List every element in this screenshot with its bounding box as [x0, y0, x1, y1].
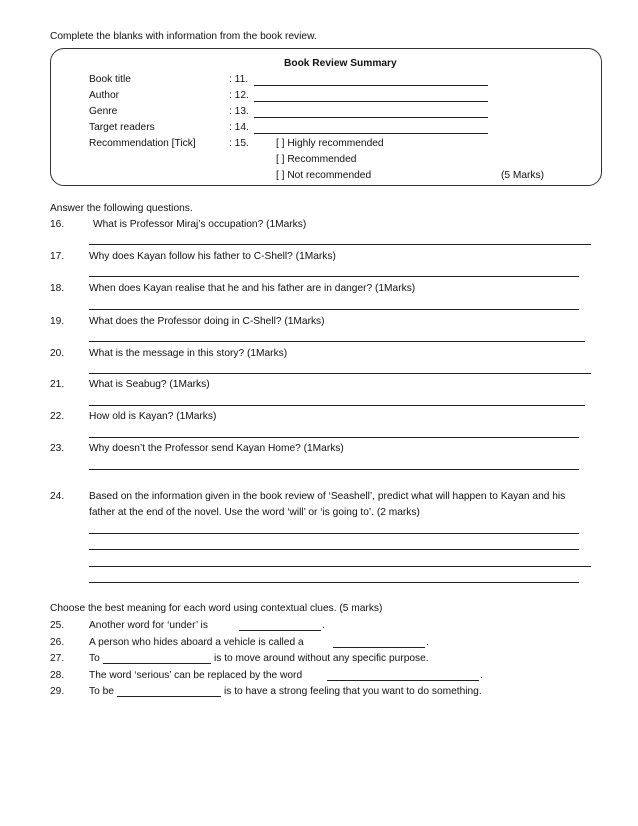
- question-text: What is the message in this story? (1Marks): [89, 348, 288, 359]
- question-number: 18.: [50, 283, 65, 294]
- item-text: is to have a strong feeling that you want to do something.: [224, 686, 482, 697]
- question-number: 21.: [50, 379, 65, 390]
- row-number: : 12.: [229, 90, 249, 101]
- answer-line[interactable]: [89, 437, 579, 438]
- question-text-continued: father at the end of the novel. Use the word ‘will’ or ‘is going to’. (2 marks): [89, 507, 420, 518]
- item-text: .: [322, 620, 325, 631]
- item-number: 27.: [50, 653, 65, 664]
- question-number: 24.: [50, 491, 65, 502]
- section-c-instruction: Choose the best meaning for each word using contextual clues. (5 marks): [50, 603, 383, 614]
- item-number: 29.: [50, 686, 65, 697]
- row-label: Author: [89, 90, 120, 101]
- question-number: 17.: [50, 251, 65, 262]
- question-number: 22.: [50, 411, 65, 422]
- option-not-recommended[interactable]: [ ] Not recommended: [276, 170, 372, 181]
- item-number: 25.: [50, 620, 65, 631]
- answer-blank[interactable]: [103, 663, 211, 664]
- box-title: Book Review Summary: [284, 58, 397, 69]
- item-text: To: [89, 653, 100, 664]
- option-highly-recommended[interactable]: [ ] Highly recommended: [276, 138, 384, 149]
- question-number: 19.: [50, 316, 65, 327]
- answer-line[interactable]: [89, 566, 591, 567]
- question-number: 16.: [50, 219, 65, 230]
- item-text: .: [480, 670, 483, 681]
- answer-line[interactable]: [89, 309, 579, 310]
- option-recommended[interactable]: [ ] Recommended: [276, 154, 357, 165]
- item-text: The word ‘serious’ can be replaced by the word: [89, 670, 303, 681]
- answer-blank[interactable]: [254, 85, 488, 86]
- question-number: 20.: [50, 348, 65, 359]
- row-label: Genre: [89, 106, 118, 117]
- answer-line[interactable]: [89, 276, 579, 277]
- answer-line[interactable]: [89, 469, 579, 470]
- row-number: : 14.: [229, 122, 249, 133]
- answer-line[interactable]: [89, 373, 591, 374]
- marks-label: (5 Marks): [501, 170, 545, 181]
- row-label: Target readers: [89, 122, 155, 133]
- answer-blank[interactable]: [254, 101, 488, 102]
- answer-line[interactable]: [89, 244, 591, 245]
- answer-blank[interactable]: [254, 117, 488, 118]
- answer-line[interactable]: [89, 549, 579, 550]
- question-text: When does Kayan realise that he and his father are in danger? (1Marks): [89, 283, 416, 294]
- item-text: is to move around without any specific purpose.: [214, 653, 429, 664]
- row-number: : 11.: [229, 74, 249, 85]
- row-number: : 15.: [229, 138, 249, 149]
- answer-line[interactable]: [89, 405, 585, 406]
- row-number: : 13.: [229, 106, 249, 117]
- item-text: .: [426, 637, 429, 648]
- question-number: 23.: [50, 443, 65, 454]
- answer-line[interactable]: [89, 533, 579, 534]
- question-text: What is Professor Miraj’s occupation? (1Marks): [93, 219, 307, 230]
- answer-blank[interactable]: [239, 630, 321, 631]
- question-text: Why does Kayan follow his father to C-Shell? (1Marks): [89, 251, 336, 262]
- question-text: What does the Professor doing in C-Shell? (1Marks): [89, 316, 325, 327]
- answer-blank[interactable]: [254, 133, 488, 134]
- question-text: How old is Kayan? (1Marks): [89, 411, 217, 422]
- item-number: 28.: [50, 670, 65, 681]
- answer-line[interactable]: [89, 341, 585, 342]
- row-label: Recommendation [Tick]: [89, 138, 196, 149]
- question-text: Why doesn’t the Professor send Kayan Home? (1Marks): [89, 443, 344, 454]
- answer-line[interactable]: [89, 582, 579, 583]
- section-a-instruction: Complete the blanks with information from the book review.: [50, 31, 317, 42]
- answer-blank[interactable]: [327, 680, 479, 681]
- answer-blank[interactable]: [333, 647, 425, 648]
- item-text: To be: [89, 686, 114, 697]
- row-label: Book title: [89, 74, 131, 85]
- item-text: Another word for ‘under’ is: [89, 620, 208, 631]
- question-text: Based on the information given in the book review of ‘Seashell’, predict what will happen to Kayan and his: [89, 491, 566, 502]
- item-number: 26.: [50, 637, 65, 648]
- item-text: A person who hides aboard a vehicle is called a: [89, 637, 304, 648]
- question-text: What is Seabug? (1Marks): [89, 379, 210, 390]
- section-b-instruction: Answer the following questions.: [50, 203, 193, 214]
- answer-blank[interactable]: [117, 696, 221, 697]
